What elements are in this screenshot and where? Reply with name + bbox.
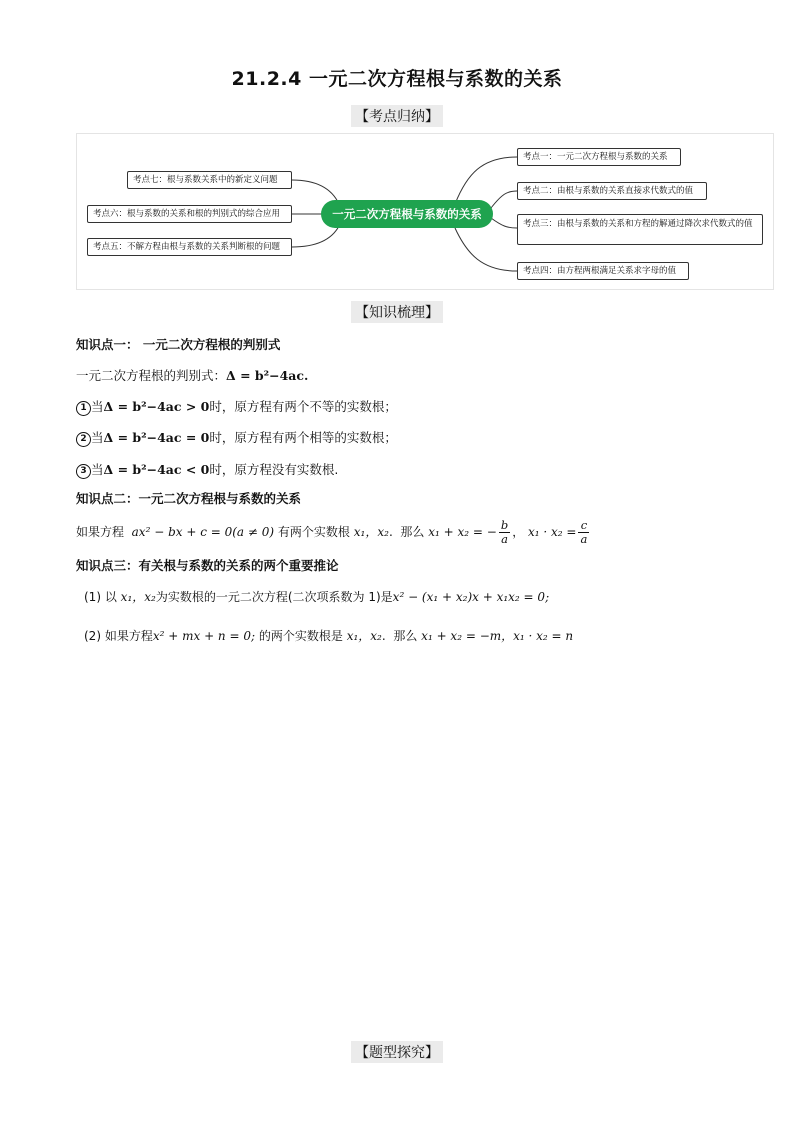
- k3-p2-label: (2): [84, 629, 101, 643]
- mindmap-node-kaodian-2: 考点二：由根与系数的关系直接求代数式的值: [517, 182, 707, 200]
- connector-left-5: [292, 226, 339, 247]
- k2-frac-b-over-a: [499, 519, 510, 546]
- mindmap-center-node: 一元二次方程根与系数的关系: [321, 200, 493, 228]
- k1-item-2-post: 时，原方程有两个相等的实数根；: [209, 430, 397, 445]
- k1-item-2-pre: 当: [91, 430, 104, 445]
- k2-heading: 知识点二：一元二次方程根与系数的关系: [76, 491, 302, 506]
- k1-item-3: [76, 460, 338, 479]
- k2-sum: x₁ + x₂ = −: [428, 525, 497, 539]
- section-kaodian-label: 【考点归纳】: [351, 105, 443, 127]
- k2-frac-num-c: c: [578, 519, 589, 533]
- section-zhishi-label: 【知识梳理】: [351, 301, 443, 323]
- k2-t1: 如果方程: [76, 525, 125, 539]
- k1-item-1: [76, 397, 397, 416]
- k3-p2-equation: x² + mx + n = 0;: [152, 629, 256, 643]
- k1-item-3-pre: 当: [91, 462, 104, 477]
- k1-item-2: [76, 428, 397, 447]
- k3-p2-text1: 如果方程: [104, 629, 153, 643]
- mindmap-node-kaodian-7: 考点七：根与系数关系中的新定义问题: [127, 171, 292, 189]
- k1-item-1-pre: 当: [91, 399, 104, 414]
- section-tixing-label: 【题型探究】: [351, 1041, 443, 1063]
- mindmap-node-kaodian-4: 考点四：由方程两根满足关系求字母的值: [517, 262, 689, 280]
- k3-p2-text2: 的两个实数根是: [258, 629, 343, 643]
- k3-p2-text3: 那么: [393, 629, 418, 643]
- k3-p1-equation: x² − (x₁ + x₂)x + x₁x₂ = 0;: [392, 590, 550, 604]
- k3-point-2: (2) 如果方程x² + mx + n = 0; 的两个实数根是 x₁，x₂. 那么 x₁ + x₂ = −m，x₁ · x₂ = n: [84, 629, 574, 643]
- item-number-2: 2: [76, 432, 91, 447]
- connector-right-3: [491, 218, 517, 228]
- k3-heading: 知识点三：有关根与系数的关系的两个重要推论: [76, 558, 339, 573]
- k3-p2-sum: x₁ + x₂ = −m，: [421, 629, 514, 643]
- k3-p1-text2: 为实数根的一元二次方程(二次项系数为 1)是: [155, 590, 393, 604]
- k1-item-1-post: 时，原方程有两个不等的实数根；: [209, 399, 397, 414]
- connector-right-2: [491, 191, 517, 208]
- k1-item-3-post: 时，原方程没有实数根.: [209, 462, 339, 477]
- k1-heading: 知识点一： 一元二次方程根的判别式: [76, 337, 281, 352]
- k2-frac-den-a: a: [501, 532, 508, 546]
- k2-frac-num-b: b: [500, 518, 509, 532]
- k2-statement: 如果方程 ax² − bx + c = 0(a ≠ 0) 有两个实数根 x₁，x₂. 那么 x₁ + x₂ = − $\frac{b}{a}$ ， x₁ · x₂ = $\frac{c}{a}$: [76, 518, 588, 546]
- k3-p2-roots: x₁，x₂: [346, 629, 382, 643]
- mindmap-node-kaodian-6: 考点六：根与系数的关系和根的判别式的综合应用: [87, 205, 292, 223]
- section-tixing: [0, 1041, 794, 1063]
- k3-point-1: [84, 588, 549, 605]
- mindmap-node-kaodian-3: 考点三：由根与系数的关系和方程的解通过降次求代数式的值: [517, 214, 763, 245]
- k2-frac-den-a2: a: [580, 532, 588, 546]
- k1-def-formula: Δ = b²−4ac.: [226, 368, 309, 383]
- k3-p1-roots: x₁，x₂: [120, 590, 156, 604]
- k3-p1-label: (1): [84, 590, 101, 604]
- k3-p1-text1: 以: [104, 590, 117, 604]
- k2-equation: ax² − bx + c = 0(a ≠ 0): [131, 525, 275, 539]
- k1-item-1-formula: Δ = b²−4ac > 0: [103, 399, 210, 414]
- k1-item-2-formula: Δ = b²−4ac = 0: [103, 430, 210, 445]
- k3-p2-prod: x₁ · x₂ = n: [513, 629, 574, 643]
- item-number-3: 3: [76, 464, 91, 479]
- k2-t2: 有两个实数根: [277, 525, 350, 539]
- k2-t3: 那么: [400, 525, 425, 539]
- section-zhishi: [0, 301, 794, 323]
- k1-definition: [76, 366, 308, 384]
- mindmap-node-kaodian-5: 考点五：不解方程由根与系数的关系判断根的问题: [87, 238, 292, 256]
- mindmap: [76, 133, 774, 290]
- k1-item-3-formula: Δ = b²−4ac < 0: [103, 462, 210, 477]
- mindmap-node-kaodian-1: 考点一：一元二次方程根与系数的关系: [517, 148, 681, 166]
- k2-prod: x₁ · x₂ =: [528, 525, 577, 539]
- k2-roots: x₁，x₂: [353, 525, 389, 539]
- connector-right-1: [455, 157, 517, 204]
- connector-right-4: [455, 228, 517, 271]
- k1-def-text: 一元二次方程根的判别式：: [76, 368, 227, 383]
- item-number-1: 1: [76, 401, 91, 416]
- k2-frac-c-over-a: [578, 519, 589, 546]
- page-title: 21.2.4 一元二次方程根与系数的关系: [231, 68, 563, 90]
- section-kaodian: [0, 105, 794, 127]
